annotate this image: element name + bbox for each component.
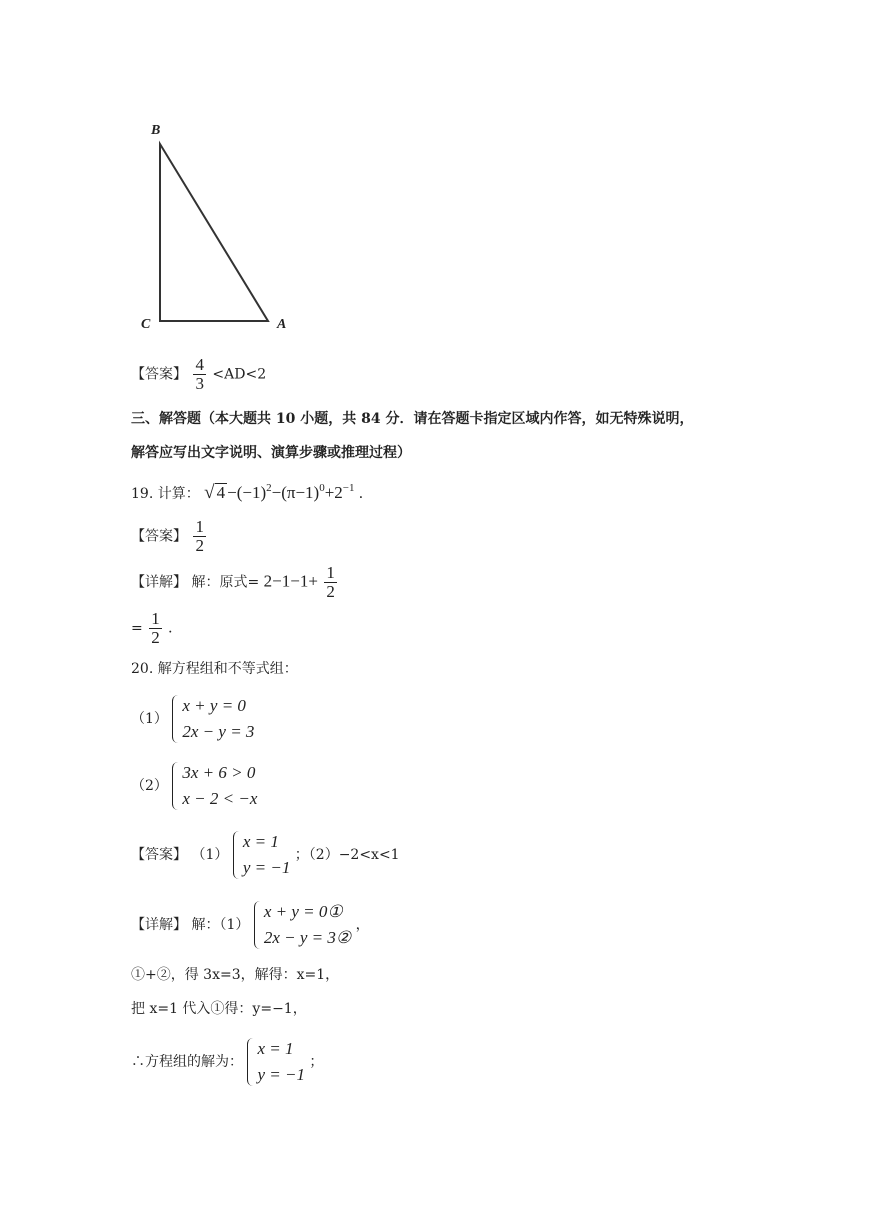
q20-detail-system: x + y = 0① 2x − y = 3② [254, 899, 351, 951]
vertex-label-a: A [277, 317, 287, 332]
triangle-shape [160, 144, 268, 321]
q20-step2: 把 x=1 代入①得：y=−1， [131, 1001, 307, 1017]
q19-detail-fraction: $\frac{1}{2}$ [326, 563, 335, 601]
q20-system2: 3x + 6 > 0 x − 2 < −x [172, 760, 257, 812]
section3-line1: 三、解答题（本大题共 10 小题，共 84 分．请在答题卡指定区域内作答，如无特殊说明， [131, 411, 694, 427]
q19-result-fraction: $\frac{1}{2}$ [151, 609, 160, 647]
q19-result: = $\frac{1}{2}$ ． [131, 609, 183, 647]
answer-18 [131, 356, 266, 393]
answer-tag: 【答案】 [131, 847, 187, 863]
q20-step1: ①+②，得 3x=3，解得：x=1， [131, 967, 340, 983]
answer-fraction: $\frac{4}{3}$ [195, 355, 204, 393]
q19-answer [131, 518, 208, 555]
section3-line2: 解答应写出文字说明、演算步骤或推理过程） [131, 445, 411, 461]
question-19: 19. 计算： √ $4 -(-1)^2-(\pi-1)^0+2^{-1}$ ． [131, 482, 373, 503]
question-20: 20. 解方程组和不等式组： [131, 661, 298, 677]
q19-label: 19. 计算： [131, 486, 200, 502]
answer-tag: 【答案】 [131, 528, 187, 545]
detail-tag: 【详解】 [131, 574, 187, 591]
q20-conclusion-system: x = 1 y = −1 [247, 1036, 305, 1088]
q20-system1: x + y = 0 2x − y = 3 [172, 693, 254, 745]
vertex-label-b: B [151, 123, 161, 138]
q20-part2: （2） 3x + 6 > 0 x − 2 < −x [131, 760, 257, 812]
q20-conclusion: ∴方程组的解为： x = 1 y = −1 ； [131, 1036, 323, 1088]
q19-answer-fraction: $\frac{1}{2}$ [195, 517, 204, 555]
detail-tag: 【详解】 [131, 917, 187, 933]
answer-tag: 【答案】 [131, 366, 187, 383]
q20-part1: （1） x + y = 0 2x − y = 3 [131, 693, 254, 745]
q19-detail: 【详解】 解：原式= 2−1−1+ $\frac{1}{2}$ [131, 563, 335, 601]
triangle-figure [0, 0, 869, 340]
q20-answer-system: x = 1 y = −1 [233, 829, 291, 881]
q19-expression: √ $4 -(-1)^2-(\pi-1)^0+2^{-1}$ [204, 482, 355, 503]
vertex-label-c: C [141, 317, 151, 332]
q20-detail: 【详解】 解：（1） x + y = 0① 2x − y = 3② ， [131, 899, 370, 951]
answer-range: <AD<2 [212, 366, 267, 383]
q20-answer: 【答案】 （1） x = 1 y = −1 ；（2）−2<x<1 [131, 829, 400, 881]
